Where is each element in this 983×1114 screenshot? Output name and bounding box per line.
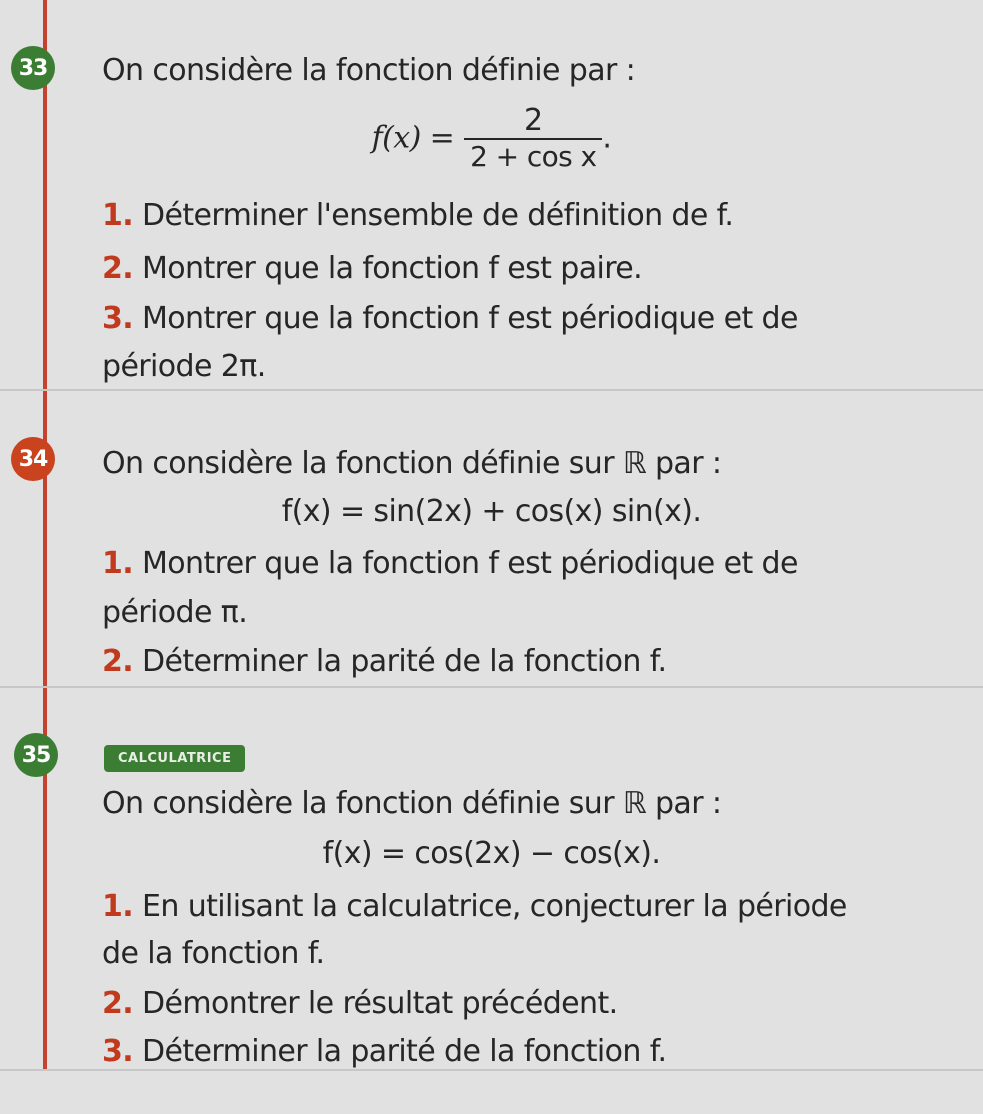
- separator: [0, 686, 983, 688]
- ex34-question-1: [102, 545, 798, 583]
- ex33-q2-text: Montrer que la fonction f est paire.: [142, 251, 643, 286]
- ex33-q1-text: Déterminer l'ensemble de définition de f.: [142, 198, 734, 233]
- calculatrice-tag: CALCULATRICE: [104, 745, 245, 772]
- ex35-q2-number: 2.: [102, 986, 134, 1021]
- ex35-intro: On considère la fonction définie sur ℝ par :: [102, 786, 722, 821]
- ex33-question-1: [102, 197, 733, 235]
- ex34-q2-text: Déterminer la parité de la fonction f.: [142, 644, 667, 679]
- ex33-question-3: [102, 300, 798, 338]
- ex35-formula: f(x) = cos(2x) − cos(x).: [322, 836, 661, 871]
- ex33-frac-num: 2: [464, 104, 602, 140]
- ex34-formula: f(x) = sin(2x) + cos(x) sin(x).: [281, 494, 702, 529]
- ex33-fraction: [464, 104, 602, 174]
- ex33-q3-text: Montrer que la fonction f est périodique et de: [142, 301, 798, 336]
- ex34-question-1-cont: période π.: [102, 595, 248, 630]
- ex35-q3-number: 3.: [102, 1034, 134, 1069]
- ex34-intro: On considère la fonction définie sur ℝ par :: [102, 446, 722, 481]
- ex33-formula: [0, 104, 983, 174]
- ex34-q1-number: 1.: [102, 546, 134, 581]
- ex35-q1-text: En utilisant la calculatrice, conjecturer la période: [142, 889, 847, 924]
- ex35-question-1-cont: de la fonction f.: [102, 936, 325, 971]
- ex33-q3-number: 3.: [102, 301, 134, 336]
- ex33-question-2: [102, 250, 642, 288]
- ex35-q1-number: 1.: [102, 889, 134, 924]
- ex35-question-1: [102, 888, 847, 926]
- ex33-frac-den: 2 + cos x: [470, 140, 597, 173]
- ex34-q2-number: 2.: [102, 644, 134, 679]
- ex34-question-2: [102, 643, 666, 681]
- ex33-q2-number: 2.: [102, 251, 134, 286]
- ex35-q2-text: Démontrer le résultat précédent.: [142, 986, 618, 1021]
- ex34-q1-text: Montrer que la fonction f est périodique et de: [142, 546, 798, 581]
- ex33-intro: On considère la fonction définie par :: [102, 53, 636, 88]
- separator: [0, 389, 983, 391]
- exercise-34-badge: 34: [11, 437, 55, 481]
- ex35-q3-text: Déterminer la parité de la fonction f.: [142, 1034, 667, 1069]
- exercise-35-badge: 35: [14, 733, 58, 777]
- ex33-q1-number: 1.: [102, 198, 134, 233]
- ex35-question-3: [102, 1033, 666, 1071]
- separator: [0, 1069, 983, 1071]
- ex33-formula-end: .: [602, 120, 612, 156]
- ex33-question-3-cont: période 2π.: [102, 349, 266, 384]
- exercise-33-badge: 33: [11, 46, 55, 90]
- ex35-question-2: [102, 985, 618, 1023]
- ex33-formula-lhs: f(x) =: [371, 120, 455, 156]
